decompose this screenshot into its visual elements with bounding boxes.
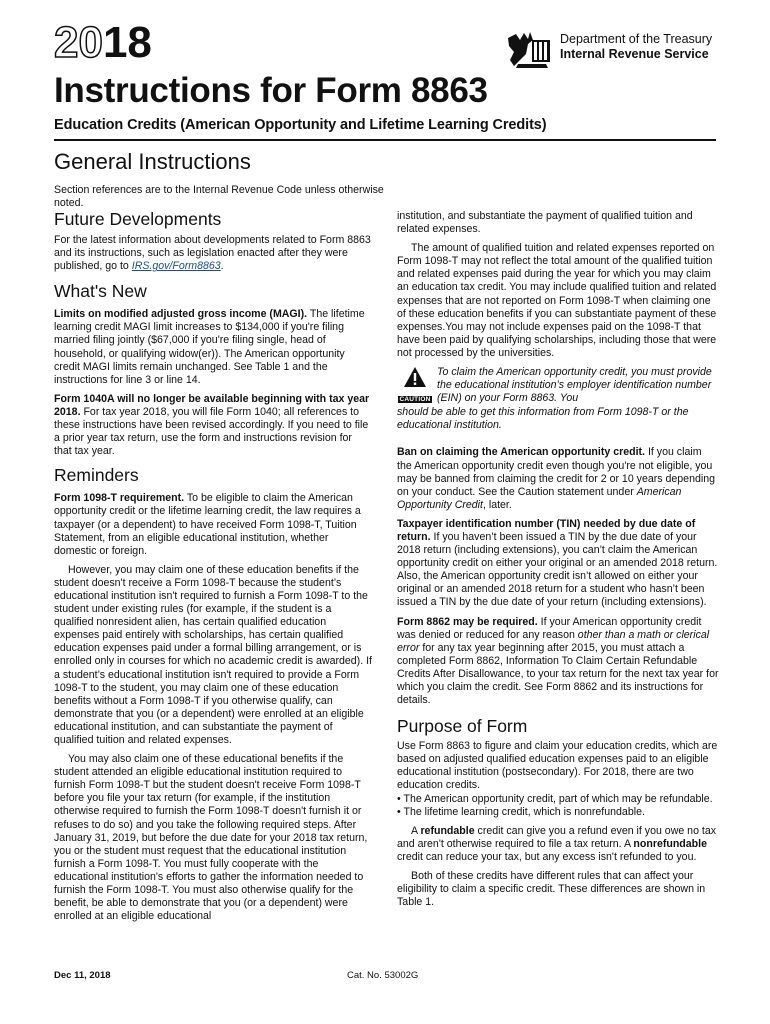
caution-note bbox=[397, 366, 719, 406]
irs-eagle-logo-icon bbox=[506, 30, 552, 70]
ban-paragraph: Ban on claiming the American opportunity credit. If you claim the American opportunity credit even though you're not eligible, you may be banned from claiming the credit for 2 or 10 years depending on your conduct. See the Caution statement under American Opportunity Credit, later. bbox=[397, 446, 715, 511]
reminders-paragraph-4: The amount of qualified tuition and related expenses reported on Form 1098-T may not reflect the total amount of the qualified tuition and related expenses paid during the year for which you may claim an education tax credit. You may include qualified tuition and related expenses that are not reported on Form 1098-T when claiming one of these education benefits if you can substantiate payment of these expenses.You may not include expenses paid on the 1098-T that have been paid by qualifying scholarships, including those that were not processed by the universities. bbox=[397, 242, 717, 359]
form8862-paragraph: Form 8862 may be required. If your American opportunity credit was denied or reduced for any reason other than a math or clerical error for any tax year beginning after 2015, you must attach a completed Form 8862, Information To Claim Certain Refundable Credits After Disallowance, to your tax return for the next tax year for which you claim the credit. See Form 8862 and its instructions for details. bbox=[397, 615, 719, 707]
tax-year-outline: 20 bbox=[54, 18, 103, 67]
purpose-paragraph-1: Use Form 8863 to figure and claim your education credits, which are based on adjusted qualified education expenses paid to an eligible educational institution (postsecondary). For 2018, there are two education credits. bbox=[397, 740, 718, 792]
bullet-item-aoc: • The American opportunity credit, part of which may be refundable. bbox=[397, 792, 713, 805]
future-developments-text: For the latest information about developments related to Form 8863 and its instructions, such as legislation enacted after they were published, go to IRS.gov/Form8863. bbox=[54, 234, 371, 273]
tax-year bbox=[54, 18, 152, 68]
agency-name: Internal Revenue Service bbox=[560, 47, 709, 61]
bullet-item-llc: • The lifetime learning credit, which is nonrefundable. bbox=[397, 805, 645, 818]
general-instructions-intro: Section references are to the Internal Revenue Code unless otherwise noted. bbox=[54, 184, 384, 210]
right-column bbox=[397, 210, 719, 909]
footer-date: Dec 11, 2018 bbox=[54, 970, 111, 981]
form1098t-requirement-paragraph: Form 1098-T requirement. To be eligible to claim the American opportunity credit or the lifetime learning credit, the law requires a taxpayer (or a dependent) to have received Form 1098-T, Tuition Statement, from an eligible educational institution, whether domestic or foreign. bbox=[54, 492, 361, 557]
reminders-paragraph-3: You may also claim one of these educational benefits if the student attended an eligible educational institution required to furnish Form 1098-T but the student doesn't receive Form 1098-T before you file your tax return (for example, if the institution otherwise required to furnish the Form 1098-T doesn't furnish it or refuses to do so) and you take the following required steps. After January 31, 2019, but before the due date for your 2018 tax return, you or the student must request that the educational institution furnish a Form 1098-T. You must fully cooperate with the educational institution's efforts to gather the information needed to furnish the Form 1098-T. You must also otherwise qualify for the benefit, be able to demonstrate that you (or a dependent) were enrolled at an eligible educational bbox=[54, 753, 368, 923]
caution-label: CAUTION bbox=[399, 396, 431, 404]
caution-triangle-icon bbox=[403, 366, 427, 388]
department-name: Department of the Treasury bbox=[560, 32, 713, 46]
tin-paragraph: Taxpayer identification number (TIN) needed by due date of return. If you haven’t been issued a TIN by the due date of your 2018 return (including extensions), you can’t claim the American opportunity credit on either your original or an amended 2018 return. Also, the American opportunity credit isn’t allowed on either your original or an amended 2018 return for a student who hasn’t been issued a TIN by the due date of your return (including extensions). bbox=[397, 517, 718, 609]
reminders-paragraph-2: However, you may claim one of these education benefits if the student doesn't receive a Form 1098-T because the student’s educational institution isn't required to furnish a Form 1098-T to the student under existing rules (for example, if the student is a qualified nonresident alien, has certain qualified education expenses paid entirely with scholarships, has certain qualified education expenses paid under a formal billing arrangement, or is enrolled only in courses for which no academic credit is awarded). If a student’s educational institution isn't required to provide a Form 1098-T to the student, you may claim one of these education benefits without a Form 1098-T if you otherwise qualify, can demonstrate that you (or a dependent) were enrolled at an eligible educational institution, and can substantiate the payment of qualified tuition and related expenses. bbox=[54, 563, 372, 746]
form1040a-paragraph: Form 1040A will no longer be available beginning with tax year 2018. For tax year 2018, you will file Form 1040; all references to these instructions have been revised accordingly. If you need to file a prior year tax return, use the form and instructions revision for that tax year. bbox=[54, 392, 370, 458]
purpose-paragraph-2: A refundable credit can give you a refund even if you owe no tax and aren't otherwise required to file a tax return. A nonrefundable credit can reduce your tax, but any excess isn't refunded to you. bbox=[397, 824, 717, 863]
irs-form8863-link[interactable]: IRS.gov/Form8863 bbox=[131, 260, 221, 273]
agency-block bbox=[560, 32, 712, 62]
purpose-of-form-heading: Purpose of Form bbox=[397, 716, 528, 737]
title-divider bbox=[54, 139, 716, 141]
reminders-heading: Reminders bbox=[54, 465, 139, 486]
purpose-paragraph-3: Both of these credits have different rules that can affect your eligibility to claim a specific credit. These differences are shown in Table 1. bbox=[397, 870, 706, 909]
left-column bbox=[54, 208, 372, 923]
caution-icon bbox=[397, 366, 433, 406]
whats-new-heading: What's New bbox=[54, 281, 147, 302]
caution-text-tail: should be able to get this information from Form 1098-T or the educational institution. bbox=[397, 406, 689, 432]
document-subtitle: Education Credits (American Opportunity and Lifetime Learning Credits) bbox=[54, 117, 547, 133]
footer-catalog-number: Cat. No. 53002G bbox=[347, 970, 419, 981]
general-instructions-heading: General Instructions bbox=[54, 149, 251, 174]
document-title: Instructions for Form 8863 bbox=[54, 71, 488, 110]
future-developments-heading: Future Developments bbox=[54, 209, 222, 229]
reminders-paragraph-3-continued: institution, and substantiate the payment of qualified tuition and related expenses. bbox=[397, 210, 693, 236]
caution-text: To claim the American opportunity credit, you must provide the educational institution’s employer identification number (EIN) on your Form 8863. You bbox=[437, 366, 712, 405]
magi-limits-paragraph: Limits on modified adjusted gross income (MAGI). The lifetime learning credit MAGI limit increases to $134,000 if you're filing married filing jointly ($67,000 if you're filing single, head of household, or qualifying widow(er)). The American opportunity credit MAGI limits remain unchanged. See Table 1 and the instructions for line 3 or line 14. bbox=[54, 308, 365, 386]
tax-year-solid: 18 bbox=[102, 18, 152, 67]
